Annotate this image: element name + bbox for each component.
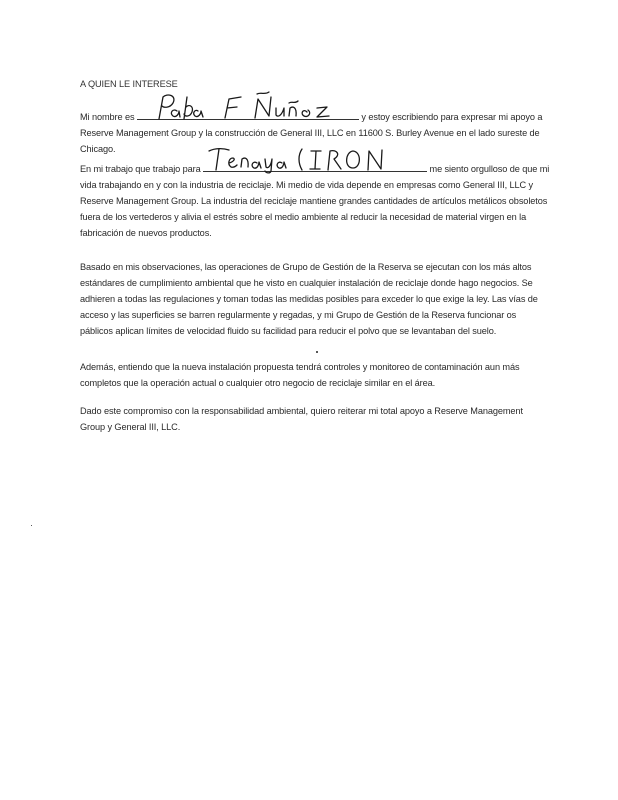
name-signature-field — [137, 108, 359, 120]
paragraph-observations: Basado en mis observaciones, las operaciones de Grupo de Gestión de la Reserva se ejecutan con los más altos estándares de cumplimiento ambiental que he visto en cualquier instalación de reciclaje donde hago negocios. Se adhieren a todas las regulaciones y toman todas las medidas posibles para exceder lo que exige la ley. Las vías de acceso y las superficies se barren regularmente y regadas, y mi Grupo de Gestión de la Reserva funcionar os páblicos aplican límites de velocidad fluido su facilidad para reducir el polvo que se levantaban del suelo. — [80, 262, 538, 336]
handwritten-name-signature — [137, 91, 359, 121]
paragraph-name-intro: Mi nombre es — [80, 112, 135, 122]
paragraph-employer-intro: En mi trabajo que trabajo para — [80, 164, 201, 174]
stray-mark — [316, 351, 318, 353]
paragraph-monitoring: Además, entiendo que la nueva instalación propuesta tendrá controles y monitoreo de contaminación aun más completos que la operación actual o cualquier otro negocio de reciclaje similar en el área. — [80, 362, 520, 388]
handwritten-employer — [203, 143, 427, 173]
stray-mark-margin — [31, 525, 32, 526]
paragraph-employer — [80, 160, 550, 241]
employer-signature-field — [203, 160, 427, 172]
paragraph-employer-body: me siento orgulloso de que mi vida trabajando en y con la industria de reciclaje. Mi medio de vida depende en empresas como General III, LLC y Reserve Management Group. La industria del reciclaje mantiene grandes cantidades de artículos metálicos obsoletos fuera de los vertederos y alivia el estrés sobre el medio ambiente al reducir la necesidad de material virgen en la fabricación de nuevos productos. — [80, 164, 550, 238]
salutation: A QUIEN LE INTERESE — [80, 79, 178, 89]
paragraph-support: Dado este compromiso con la responsabilidad ambiental, quiero reiterar mi total apoyo a Reserve Management Group y General III, LLC. — [80, 406, 523, 432]
paragraph-name-body: y estoy escribiendo para expresar mi apoyo a Reserve Management Group y la construcción de General III, LLC en 11600 S. Burley Avenue en el lado sureste de Chicago. — [80, 112, 543, 154]
